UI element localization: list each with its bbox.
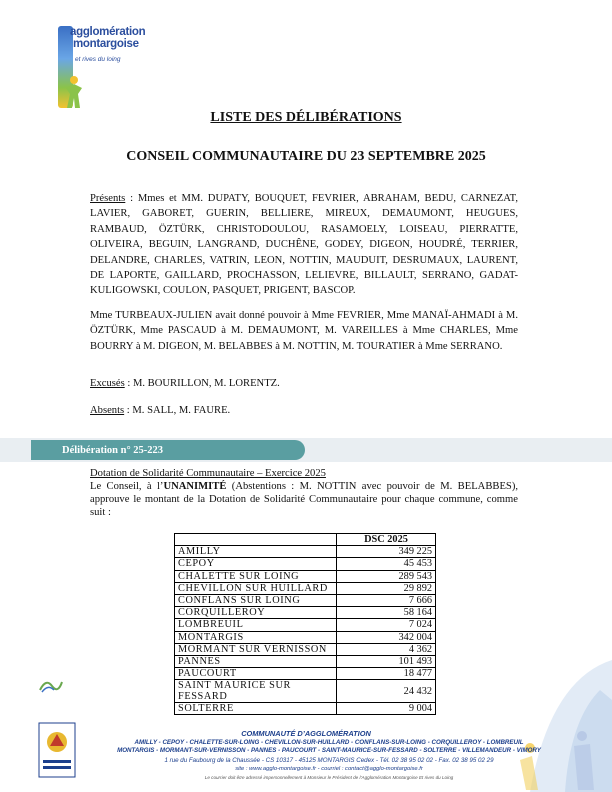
footer-communes-line1: AMILLY - CEPOY - CHALETTE-SUR-LOING - CHEVILLON-SUR-HUILLARD - CONFLANS-SUR-LOING - CORQUILLEROY - LOMBREUIL — [134, 739, 524, 746]
logo-text-montargoise: montargoise — [73, 38, 139, 50]
footer-web: site : www.agglo-montargoise.fr - courriel : contact@agglo-montargoise.fr — [235, 766, 423, 772]
footer-address: 1 rue du Faubourg de la Chaussée - CS 10317 - 45125 MONTARGIS Cedex - Tél. 02 38 95 02 02 - Fax. 02 38 95 02 29 — [164, 757, 494, 764]
commune-cell: SAINT MAURICE SUR FESSARD — [175, 680, 337, 703]
commune-cell: LOMBREUIL — [175, 619, 337, 631]
dsc-value-cell: 349 225 — [337, 546, 436, 558]
commune-cell: CHALETTE SUR LOING — [175, 570, 337, 582]
decision-prefix: Le Conseil, à l’ — [90, 481, 164, 492]
dsc-value-cell: 18 477 — [337, 668, 436, 680]
commune-cell: MONTARGIS — [175, 631, 337, 643]
table-row — [175, 643, 436, 655]
table-header-row — [175, 534, 436, 546]
commune-cell: CORQUILLEROY — [175, 607, 337, 619]
excuses-text: : M. BOURILLON, M. LORENTZ. — [124, 378, 280, 389]
dsc-table — [174, 533, 436, 715]
pouvoirs-paragraph: Mme TURBEAUX-JULIEN avait donné pouvoir à Mme FEVRIER, Mme MANAÏ-AHMADI à M. ÖZTÜRK, Mme PASCAUD à M. DEMAUMONT, M. VAREILLES à Mme CHARLES, Mme BOURRY à M. DIGEON, M. BELABBES à M. NOTTIN, M. TOURATIER à Mme SERRANO. — [90, 310, 518, 352]
presents-label: Présents — [90, 193, 126, 204]
dsc-value-cell: 4 362 — [337, 643, 436, 655]
logo-figure-icon — [62, 74, 86, 110]
meeting-title: CONSEIL COMMUNAUTAIRE DU 23 SEPTEMBRE 2025 — [126, 149, 486, 164]
dsc-value-cell: 24 432 — [337, 680, 436, 703]
table-row — [175, 631, 436, 643]
commune-cell: CEPOY — [175, 558, 337, 570]
dsc-value-cell: 101 493 — [337, 655, 436, 667]
table-row — [175, 594, 436, 606]
dsc-value-cell: 9 004 — [337, 703, 436, 715]
absents-paragraph — [90, 403, 518, 418]
commune-cell: CHEVILLON SUR HUILLARD — [175, 582, 337, 594]
commune-cell: SOLTERRE — [175, 703, 337, 715]
table-row — [175, 558, 436, 570]
table-row — [175, 655, 436, 667]
excuses-paragraph — [90, 376, 518, 391]
commune-cell: PANNES — [175, 655, 337, 667]
dsc-value-cell: 7 024 — [337, 619, 436, 631]
document-title: LISTE DES DÉLIBÉRATIONS — [210, 110, 402, 125]
dsc-value-cell: 7 666 — [337, 594, 436, 606]
footer-title: COMMUNAUTÉ D’AGGLOMÉRATION — [241, 729, 371, 738]
excuses-label: Excusés — [90, 378, 125, 389]
sport-emblem-icon — [38, 676, 64, 694]
table-row — [175, 582, 436, 594]
table-row — [175, 680, 436, 703]
dsc-value-cell: 58 164 — [337, 607, 436, 619]
header-commune — [175, 534, 337, 546]
table-row — [175, 703, 436, 715]
presents-text: : Mmes et MM. DUPATY, BOUQUET, FEVRIER, ABRAHAM, BEDU, CARNEZAT, LAVIER, GABORET, GUERIN, BELLIERE, MIREUX, DEMAUMONT, HEUGUES, RAMBAUD, ÖZTÜRK, CHRISTODOULOU, RASAMOELY, LOISEAU, PIERRATTE, OLIVEIRA, BEGUIN, LANGRAND, DUCHÊNE, GODEY, DIGEON, HOUDRÉ, TERRIER, DELANDRE, CHARLES, VATRIN, LEON, NOTTIN, MAUDUIT, DESRUMAUX, LAURENT, DE LAPORTE, GAILLARD, PROCHASSON, LELIEVRE, BILLAULT, SERRANO, GADAT-KULIGOWSKI, COULON, PASQUET, PRIGENT, BASCOP. — [90, 193, 518, 297]
decision-suffix: (Abstentions : M. NOTTIN avec pouvoir de M. BELABBES), approuve le montant de la Dotation de Solidarité Communautaire pour chaque commune, comme suit : — [90, 481, 519, 518]
logo-text-agglomeration: agglomération — [70, 26, 146, 38]
table-row — [175, 570, 436, 582]
dsc-value-cell: 289 543 — [337, 570, 436, 582]
table-row — [175, 546, 436, 558]
dsc-value-cell: 45 453 — [337, 558, 436, 570]
commune-cell: AMILLY — [175, 546, 337, 558]
absents-text: : M. SALL, M. FAURE. — [124, 405, 231, 416]
header-dsc: DSC 2025 — [337, 534, 436, 546]
footer-communes-line2: MONTARGIS - MORMANT-SUR-VERNISSON - PANNES - PAUCOURT - SAINT-MAURICE-SUR-FESSARD - SOLTERRE - VILLEMANDEUR - VIMORY — [117, 747, 541, 754]
presents-paragraph — [90, 191, 518, 299]
commune-cell: CONFLANS SUR LOING — [175, 594, 337, 606]
dsc-value-cell: 342 004 — [337, 631, 436, 643]
logo-text-rives: et rives du loing — [75, 56, 121, 63]
table-row — [175, 607, 436, 619]
commune-cell: MORMANT SUR VERNISSON — [175, 643, 337, 655]
dsc-value-cell: 29 892 — [337, 582, 436, 594]
absents-label: Absents — [90, 405, 125, 416]
table-row — [175, 668, 436, 680]
vote-result: UNANIMITÉ — [163, 481, 227, 492]
commune-cell: PAUCOURT — [175, 668, 337, 680]
footer-note: Le courrier doit être adressé impersonnellement à Monsieur le Président de l’Agglomération Montargoise Et rives du Loing — [204, 775, 454, 780]
table-row — [175, 619, 436, 631]
deliberation-subject: Dotation de Solidarité Communautaire – Exercice 2025 — [90, 468, 326, 479]
deliberation-number: Délibération n° 25-223 — [62, 445, 164, 456]
deliberation-text — [90, 481, 518, 519]
